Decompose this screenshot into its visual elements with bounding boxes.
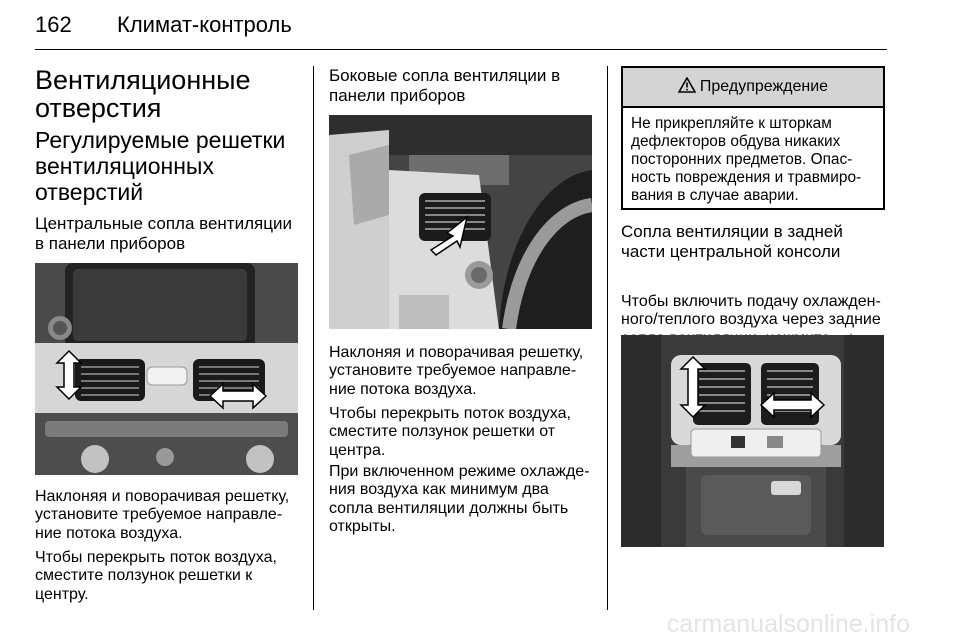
rear-vents-para1-text: Чтобы включить подачу охлажден-ного/теплого воздуха через задние [621, 293, 881, 329]
side-vents-para1: Наклоняя и поворачивая решетку, установите требуемое направле-ние потока воздуха. [329, 344, 584, 398]
side-vents-para3: При включенном режиме охлажде-ния воздуха как минимум два сопла вентиляции должны быть открыты. [329, 463, 590, 535]
center-vents-heading: Центральные сопла вентиляции в панели приборов [35, 214, 292, 253]
subsection-title: Регулируемые решетки вентиляционных отверстий [35, 127, 286, 205]
section-title: Вентиляционные отверстия [35, 65, 251, 123]
side-vents-photo [329, 115, 592, 329]
warning-box [621, 66, 885, 210]
warning-text: Не прикрепляйте к шторкам дефлекторов обдува никаких посторонних предметов. Опас-ность повреждения и травмиро-вания в случае аварии. [631, 115, 862, 204]
center-vents-para1: Наклоняя и поворачивая решетку, установите требуемое направле-ние потока воздуха. [35, 488, 290, 542]
warning-title: Предупреждение [699, 78, 829, 95]
watermark: carmanualsonline.info [666, 610, 910, 638]
header-rule [35, 49, 887, 50]
side-vents-para2: Чтобы перекрыть поток воздуха, сместите ползунок решетки от центра. [329, 405, 571, 459]
page-number: 162 [35, 12, 72, 37]
column-divider [607, 66, 608, 610]
warning-icon [678, 77, 696, 98]
center-vents-para2: Чтобы перекрыть поток воздуха, сместите ползунок решетки к центру. [35, 549, 277, 603]
chapter-title: Климат-контроль [117, 12, 292, 37]
rear-vents-photo [621, 335, 884, 547]
warning-header [623, 68, 883, 108]
side-vents-heading: Боковые сопла вентиляции в панели приборов [329, 66, 561, 105]
column-divider [313, 66, 314, 610]
center-vents-photo [35, 263, 298, 475]
rear-vents-heading: Сопла вентиляции в задней части центральной консоли [621, 222, 843, 261]
